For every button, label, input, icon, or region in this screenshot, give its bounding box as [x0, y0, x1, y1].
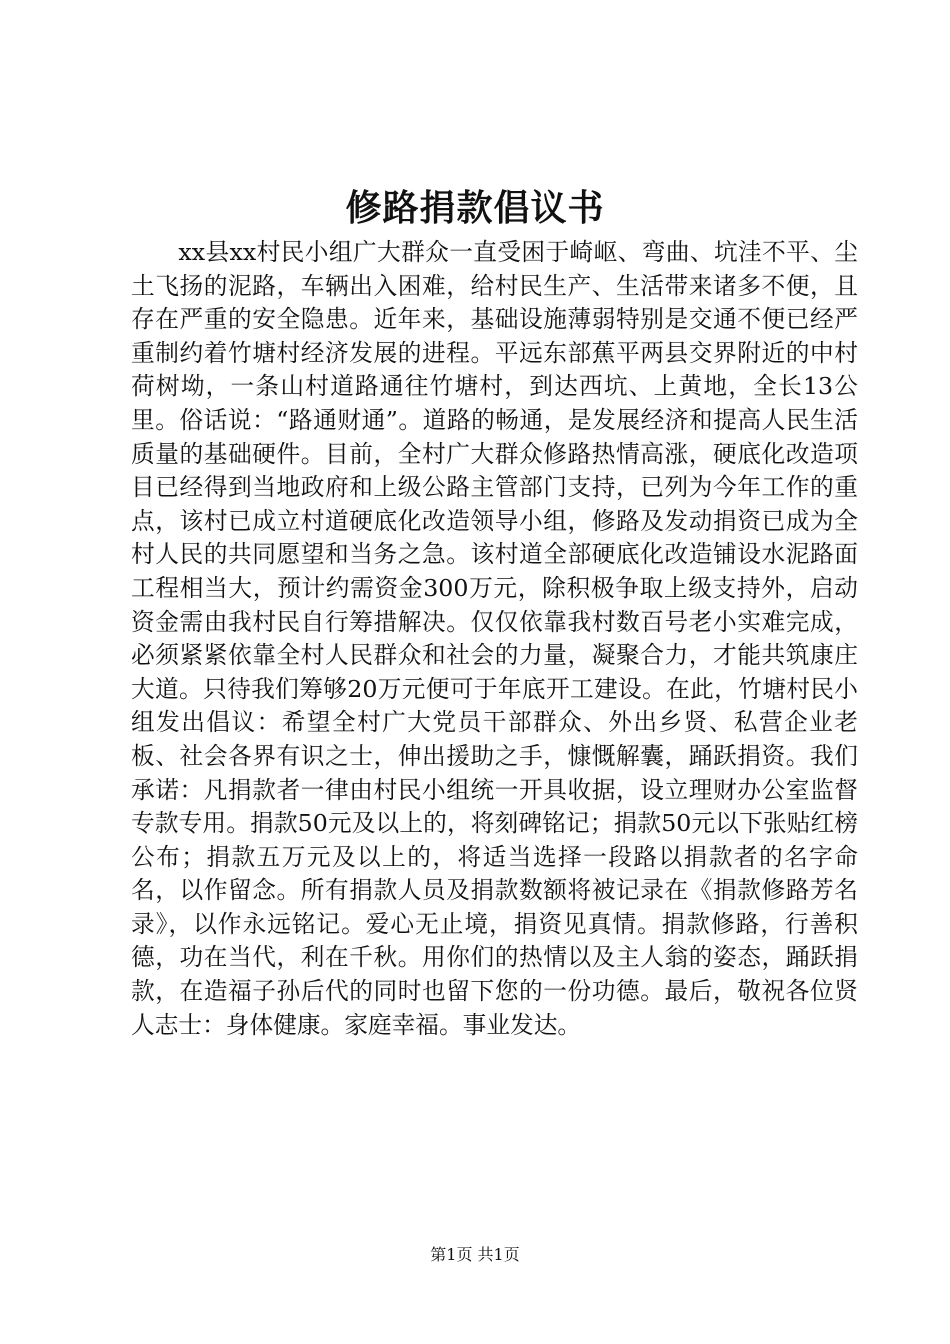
- document-body: xx县xx村民小组广大群众一直受困于崎岖、弯曲、坑洼不平、尘土飞扬的泥路，车辆出入困难，给村民生产、生活带来诸多不便，且存在严重的安全隐患。近年来，基础设施薄弱特别是交通不便已经严重制约着竹塘村经济发展的进程。平远东部蕉平两县交界附近的中村荷树坳，一条山村道路通往竹塘村，到达西坑、上黄地，全长13公里。俗话说：“路通财通”。道路的畅通，是发展经济和提高人民生活质量的基础硬件。目前，全村广大群众修路热情高涨，硬底化改造项目已经得到当地政府和上级公路主管部门支持，已列为今年工作的重点，该村已成立村道硬底化改造领导小组，修路及发动捐资已成为全村人民的共同愿望和当务之急。该村道全部硬底化改造铺设水泥路面工程相当大，预计约需资金300万元，除积极争取上级支持外，启动资金需由我村民自行筹措解决。仅仅依靠我村数百号老小实难完成，必须紧紧依靠全村人民群众和社会的力量，凝聚合力，才能共筑康庄大道。只待我们筹够20万元便可于年底开工建设。在此，竹塘村民小组发出倡议：希望全村广大党员干部群众、外出乡贤、私营企业老板、社会各界有识之士，伸出援助之手，慷慨解囊，踊跃捐资。我们承诺：凡捐款者一律由村民小组统一开具收据，设立理财办公室监督专款专用。捐款50元及以上的，将刻碑铭记；捐款50元以下张贴红榜公布；捐款五万元及以上的，将适当选择一段路以捐款者的名字命名，以作留念。所有捐款人员及捐款数额将被记录在《捐款修路芳名录》，以作永远铭记。爱心无止境，捐资见真情。捐款修路，行善积德，功在当代，利在千秋。用你们的热情以及主人翁的姿态，踊跃捐款，在造福子孙后代的同时也留下您的一份功德。最后，敬祝各位贤人志士：身体健康。家庭幸福。事业发达。: [131, 238, 858, 1039]
- document-title: 修路捐款倡议书: [345, 187, 605, 229]
- page-footer: 第1页 共1页: [430, 1245, 520, 1264]
